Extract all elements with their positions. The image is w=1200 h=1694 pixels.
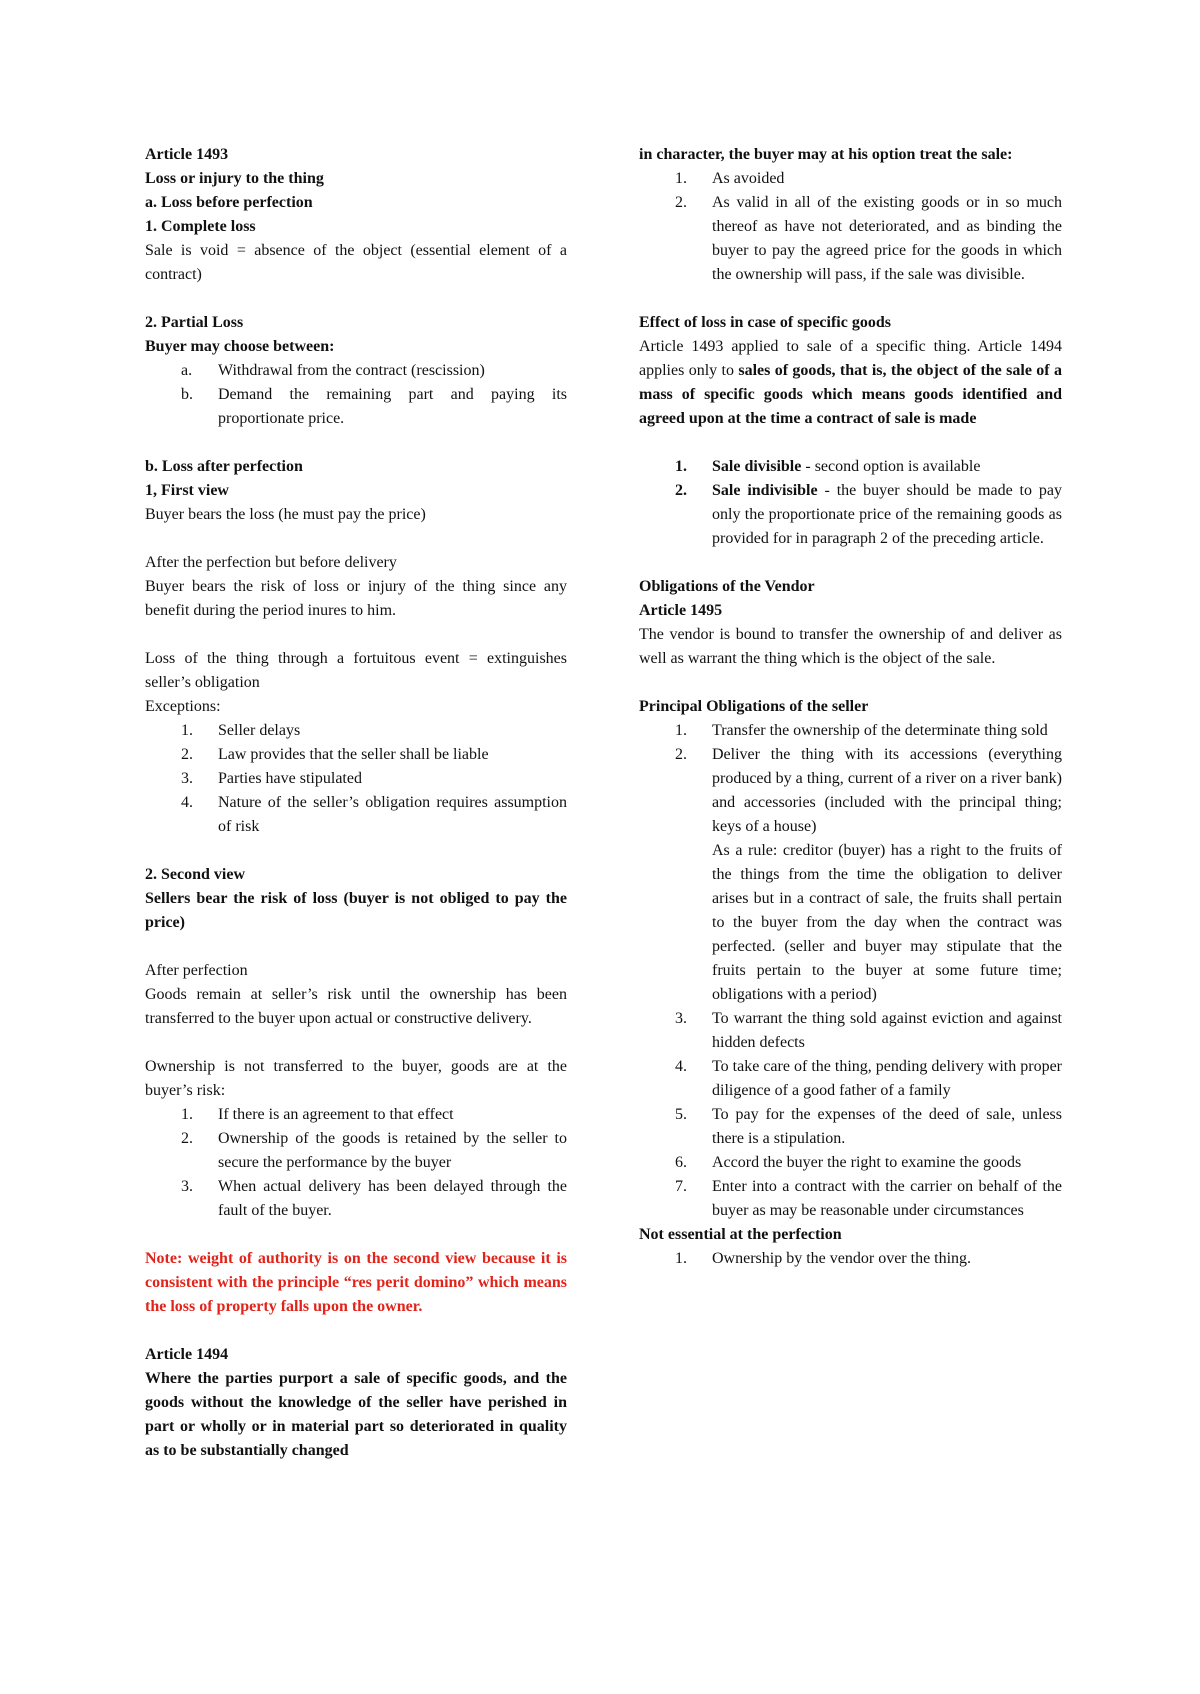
effect-of-loss-text: Article 1493 applied to sale of a specific thing. Article 1494 applies only to sales of goods, that is, the object of the sale of a mass of specific goods which means goods identified and agreed upon at the time a contract of sale is made <box>639 338 1062 427</box>
second-view-heading: 2. Second view <box>145 866 245 883</box>
goods-remain-text: Goods remain at seller’s risk until the ownership has been transferred to the buyer upon actual or constructive delivery. <box>145 986 567 1027</box>
list-item: b. Demand the remaining part and paying its proportionate price. <box>181 386 567 427</box>
not-essential-list <box>639 1247 1062 1271</box>
list-item: 1. As avoided <box>675 170 785 187</box>
list-item: 1. Ownership by the vendor over the thing. <box>675 1250 972 1267</box>
list-item: 1. Transfer the ownership of the determinate thing sold <box>675 722 1048 739</box>
article-1494-text-continued: in character, the buyer may at his option treat the sale: <box>639 146 1013 163</box>
as-a-rule-text: As a rule: creditor (buyer) has a right to the fruits of the things from the time the obligation to deliver arises but in a contract of sale, the fruits shall pertain to the buyer from the day when the contract was perfected. (seller and buyer may stipulate that the fruits pertain to the buyer at some future time; obligations with a period) <box>712 842 1062 1003</box>
list-item: 6. Accord the buyer the right to examine the goods <box>675 1154 1022 1171</box>
exceptions-list <box>145 719 567 839</box>
left-column <box>145 143 567 1463</box>
choose-list <box>145 359 567 431</box>
first-view-heading: 1, First view <box>145 482 229 499</box>
right-column <box>639 143 1062 1271</box>
article-1494-heading: Article 1494 <box>145 1346 229 1363</box>
not-essential-heading: Not essential at the perfection <box>639 1226 842 1243</box>
list-item: 3. To warrant the thing sold against eviction and against hidden defects <box>675 1010 1062 1051</box>
effect-of-loss-heading: Effect of loss in case of specific goods <box>639 314 891 331</box>
option-list <box>639 167 1062 287</box>
complete-loss-text: Sale is void = absence of the object (essential element of a contract) <box>145 242 567 283</box>
after-perfection-text: After perfection <box>145 962 248 979</box>
list-item: 4. Nature of the seller’s obligation requires assumption of risk <box>181 794 567 835</box>
loss-after-perfection-heading: b. Loss after perfection <box>145 458 303 475</box>
list-item: 5. To pay for the expenses of the deed of sale, unless there is a stipulation. <box>675 1106 1062 1147</box>
list-item: 2. Sale indivisible - the buyer should be made to pay only the proportionate price of the remaining goods as provided for in paragraph 2 of the preceding article. <box>675 482 1062 547</box>
list-item: 1. Sale divisible - second option is available <box>675 458 981 475</box>
fortuitous-event-text: Loss of the thing through a fortuitous event = extinguishes seller’s obligation <box>145 650 567 691</box>
after-before-delivery-text: After the perfection but before delivery <box>145 554 397 571</box>
article-1493-heading: Article 1493 <box>145 146 229 163</box>
list-item: 1. Seller delays <box>181 722 301 739</box>
list-item: 2. As valid in all of the existing goods or in so much thereof as have not deteriorated, and as binding the buyer to pay the agreed price for the goods in which the ownership will pass, if the sale was divisible. <box>675 194 1062 283</box>
list-item: 2. Deliver the thing with its accessions (everything produced by a thing, current of a river on a river bank) and accessories (included with the principal thing; keys of a house) <box>675 746 1062 835</box>
ownership-not-transferred-text: Ownership is not transferred to the buyer, goods are at the buyer’s risk: <box>145 1058 567 1099</box>
principal-obligations-heading: Principal Obligations of the seller <box>639 698 869 715</box>
list-item: a. Withdrawal from the contract (rescission) <box>181 362 485 379</box>
article-1494-text: Where the parties purport a sale of specific goods, and the goods without the knowledge of the seller have perished in part or wholly or in material part so deteriorated in quality as to be substantially changed <box>145 1370 567 1459</box>
list-item: 7. Enter into a contract with the carrier on behalf of the buyer as may be reasonable under circumstances <box>675 1178 1062 1219</box>
buyer-choose-heading: Buyer may choose between: <box>145 338 335 355</box>
exceptions-label: Exceptions: <box>145 698 221 715</box>
sale-list <box>639 455 1062 551</box>
article-1495-text: The vendor is bound to transfer the ownership of and deliver as well as warrant the thing which is the object of the sale. <box>639 626 1062 667</box>
buyer-risk-text: Buyer bears the risk of loss or injury of the thing since any benefit during the period inures to him. <box>145 578 567 619</box>
loss-before-perfection-heading: a. Loss before perfection <box>145 194 313 211</box>
list-item: 1. If there is an agreement to that effect <box>181 1106 454 1123</box>
list-item: 3. Parties have stipulated <box>181 770 362 787</box>
list-item: 4. To take care of the thing, pending delivery with proper diligence of a good father of a family <box>675 1058 1062 1099</box>
article-1495-heading: Article 1495 <box>639 602 723 619</box>
complete-loss-heading: 1. Complete loss <box>145 218 256 235</box>
principal-obligations-list <box>639 719 1062 839</box>
note-text: Note: weight of authority is on the second view because it is consistent with the principle “res perit domino” which means the loss of property falls upon the owner. <box>145 1250 567 1315</box>
first-view-text: Buyer bears the loss (he must pay the price) <box>145 506 426 523</box>
ownership-list <box>145 1103 567 1223</box>
list-item: 2. Law provides that the seller shall be liable <box>181 746 489 763</box>
partial-loss-heading: 2. Partial Loss <box>145 314 244 331</box>
list-item: 3. When actual delivery has been delayed through the fault of the buyer. <box>181 1178 567 1219</box>
loss-or-injury-heading: Loss or injury to the thing <box>145 170 324 187</box>
principal-obligations-list-continued <box>639 1007 1062 1223</box>
second-view-text: Sellers bear the risk of loss (buyer is not obliged to pay the price) <box>145 890 567 931</box>
obligations-of-vendor-heading: Obligations of the Vendor <box>639 578 815 595</box>
list-item: 2. Ownership of the goods is retained by the seller to secure the performance by the buyer <box>181 1130 567 1171</box>
